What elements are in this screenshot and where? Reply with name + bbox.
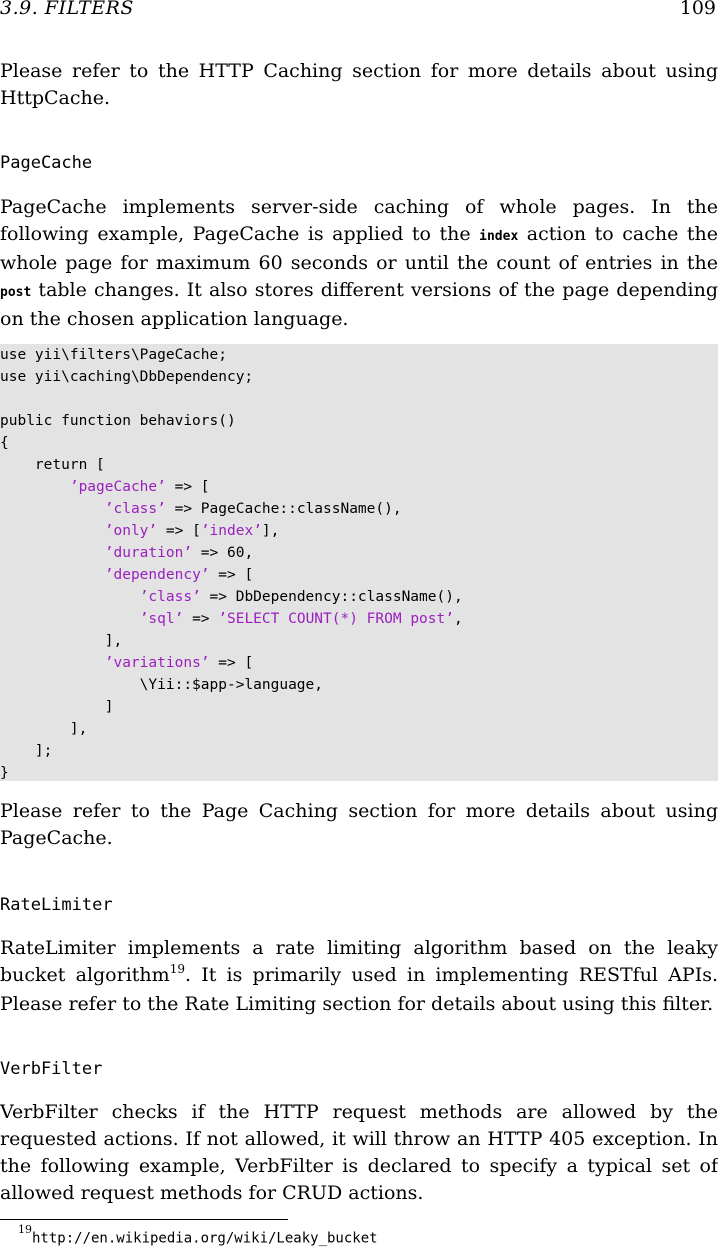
code-line: ’duration’ => 60, <box>104 545 254 561</box>
ratelimiter-heading: RateLimiter <box>0 895 113 915</box>
code-line: ], <box>0 721 88 737</box>
footnote-number: 19 <box>18 1223 32 1236</box>
code-line: ], <box>0 633 123 649</box>
code-line: ’class’ => PageCache::className(), <box>104 501 402 517</box>
pagecache-after-paragraph: Please refer to the Page Caching section for more details about using PageCache. <box>0 800 718 849</box>
intro-paragraph: Please refer to the HTTP Caching section for more details about using HttpCache. <box>0 60 718 109</box>
running-header <box>0 0 718 22</box>
code-line: ’class’ => DbDependency::className(), <box>139 589 463 605</box>
code-line: ’only’ => [’index’], <box>104 523 280 539</box>
code-line: ]; <box>0 743 53 759</box>
code-block <box>0 344 718 781</box>
code-line: \Yii::$app->language, <box>0 677 324 693</box>
ratelimiter-paragraph: RateLimiter implements a rate limiting algorithm based on the leaky bucket algorithm$^{19}$. It is primarily used in implementing RESTful APIs. Please refer to the Rate Limiting section for details about using this filter. <box>0 937 718 1015</box>
inline-code-index: index <box>479 229 519 244</box>
code-line: public function behaviors() <box>0 413 236 429</box>
code-line: use yii\caching\DbDependency; <box>0 369 254 385</box>
code-line: ’sql’ => ’SELECT COUNT(*) FROM post’, <box>139 611 463 627</box>
footnote-url[interactable]: http://en.wikipedia.org/wiki/Leaky_bucket <box>32 1230 378 1247</box>
pagecache-paragraph: PageCache implements server-side caching of whole pages. In the following example, PageCache is applied to the index action to cache the whole page for maximum 60 seconds or until the count of entries in the post table changes. It also stores different versions of the page depending on the chosen application language. <box>0 196 718 330</box>
code-line: { <box>0 435 9 451</box>
footnote <box>18 1224 378 1249</box>
code-listing <box>0 344 463 784</box>
code-line: ’variations’ => [ <box>104 655 254 671</box>
section-title: 3.9. FILTERS <box>0 0 134 19</box>
code-line-blank <box>0 388 463 410</box>
code-line: } <box>0 765 9 781</box>
verbfilter-paragraph: VerbFilter checks if the HTTP request methods are allowed by the requested actions. If not allowed, it will throw an HTTP 405 exception. In the following example, VerbFilter is declared to specify a typical set of allowed request methods for CRUD actions. <box>0 1101 718 1204</box>
code-line: ’pageCache’ => [ <box>69 479 210 495</box>
inline-code-post: post <box>0 285 32 300</box>
code-line: ’dependency’ => [ <box>104 567 254 583</box>
code-line: use yii\filters\PageCache; <box>0 347 227 363</box>
page-number: 109 <box>679 0 716 19</box>
footnote-reference[interactable]: 19 <box>169 962 185 976</box>
code-line: return [ <box>0 457 105 473</box>
verbfilter-heading: VerbFilter <box>0 1059 103 1079</box>
pagecache-heading: PageCache <box>0 153 93 173</box>
footnote-divider <box>0 1219 288 1220</box>
code-line: ] <box>0 699 114 715</box>
